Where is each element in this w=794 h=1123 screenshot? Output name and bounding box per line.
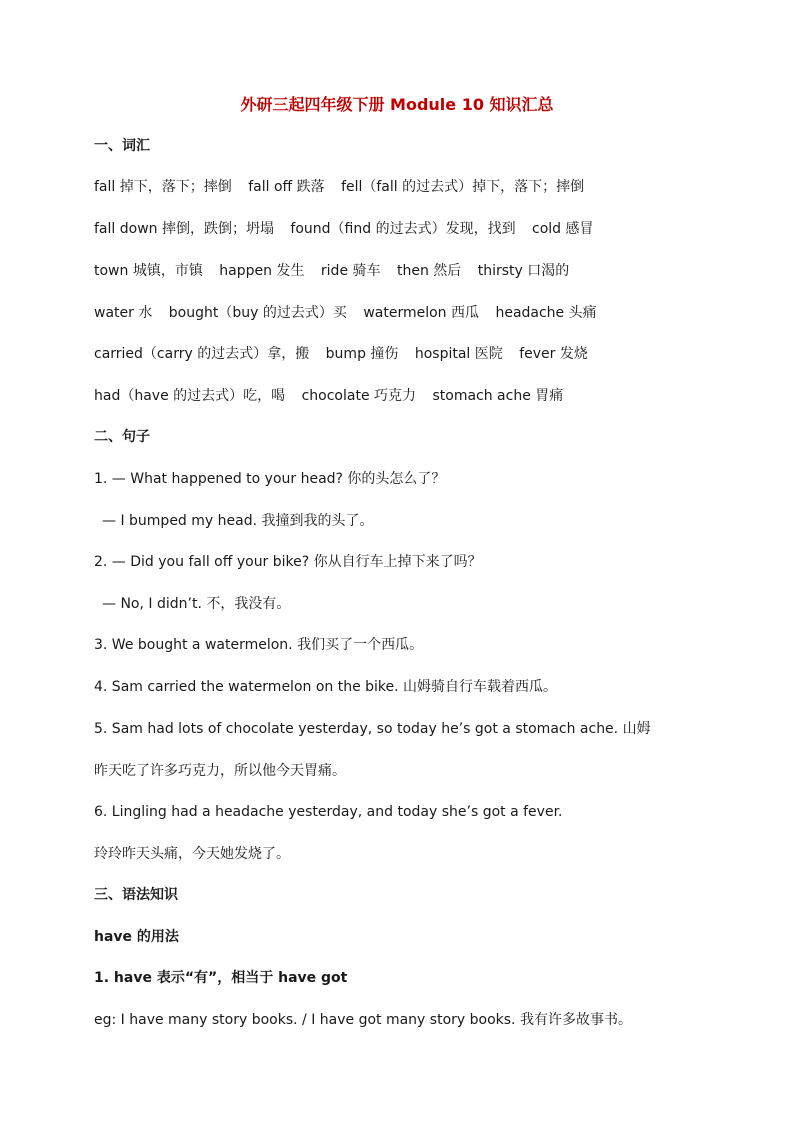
grammar-subheading: have 的用法 [94,929,179,945]
sentence-6-line-1: 6. Lingling had a headache yesterday, and today she’s got a fever. [94,804,563,820]
vocab-entry: then 然后 [396,263,462,279]
vocab-entry: fall 掉下，落下；摔倒 [94,179,232,195]
sentence-4: 4. Sam carried the watermelon on the bike. 山姆骑自行车载着西瓜。 [94,679,558,695]
sentence-5-line-2: 昨天吃了许多巧克力，所以他今天胃痛。 [94,763,346,779]
sentence-2-question: 2. — Did you fall off your bike? 你从自行车上掉下来了吗？ [94,554,482,570]
sentence-6-line-2: 玲玲昨天头痛，今天她发烧了。 [94,846,290,862]
vocab-entry: carried（carry 的过去式）拿，搬 [94,346,310,362]
vocab-entry: watermelon 西瓜 [363,305,479,321]
vocab-entry: happen 发生 [219,263,305,279]
vocab-line-4 [94,303,597,323]
sentence-1-question: 1. — What happened to your head? 你的头怎么了？ [94,471,446,487]
document-title: 外研三起四年级下册 Module 10 知识汇总 [240,95,554,114]
vocab-entry: fall off 跌落 [248,179,325,195]
vocab-entry: fall down 摔倒，跌倒；坍塌 [94,221,274,237]
vocab-entry: chocolate 巧克力 [301,388,417,404]
vocab-entry: water 水 [94,305,153,321]
vocab-entry: hospital 医院 [414,346,503,362]
grammar-example-1: eg: I have many story books. / I have got many story books. 我有许多故事书。 [94,1012,632,1028]
vocab-heading: 一、词汇 [94,138,150,154]
sentence-3: 3. We bought a watermelon. 我们买了一个西瓜。 [94,637,424,653]
vocab-entry: had（have 的过去式）吃，喝 [94,388,286,404]
vocab-entry: cold 感冒 [532,221,594,237]
vocab-entry: thirsty 口渴的 [477,263,570,279]
vocab-line-5 [94,344,588,364]
vocab-line-3 [94,261,569,281]
vocab-line-2 [94,219,594,239]
vocab-entry: bump 撞伤 [325,346,399,362]
vocab-entry: ride 骑车 [320,263,381,279]
vocab-entry: stomach ache 胃痛 [432,388,564,404]
sentence-2-answer: — No, I didn’t. 不，我没有。 [102,596,291,612]
vocab-entry: bought（buy 的过去式）买 [168,305,347,321]
vocab-entry: fell（fall 的过去式）掉下，落下；摔倒 [341,179,585,195]
vocab-line-6 [94,386,563,406]
vocab-line-1 [94,177,584,197]
vocab-entry: found（find 的过去式）发现，找到 [290,221,516,237]
grammar-heading: 三、语法知识 [94,887,178,903]
vocab-entry: fever 发烧 [519,346,588,362]
vocab-entry: town 城镇，市镇 [94,263,203,279]
grammar-point-1: 1. have 表示“有”，相当于 have got [94,970,348,986]
vocab-entry: headache 头痛 [495,305,597,321]
sentence-1-answer: — I bumped my head. 我撞到我的头了。 [102,513,374,529]
sentences-heading: 二、句子 [94,429,150,445]
sentence-5-line-1: 5. Sam had lots of chocolate yesterday, so today he’s got a stomach ache. 山姆 [94,721,651,737]
